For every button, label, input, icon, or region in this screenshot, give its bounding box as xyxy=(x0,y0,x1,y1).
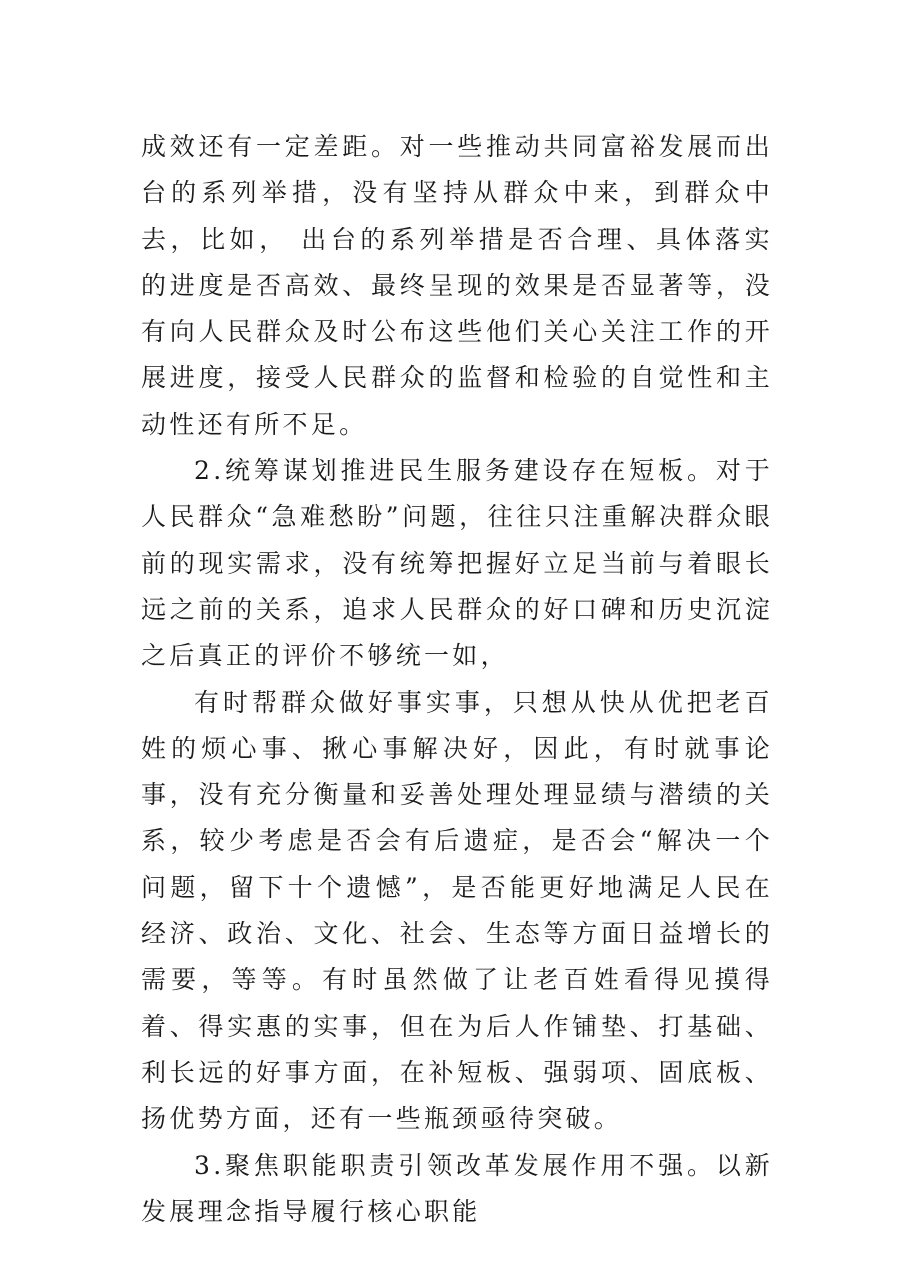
paragraph-4: 3.聚焦职能职责引领改革发展作用不强。以新发展理念指导履行核心职能 xyxy=(141,1150,773,1226)
paragraph-1: 成效还有一定差距。对一些推动共同富裕发展而出台的系列举措，没有坚持从群众中来，到群众中去，比如， 出台的系列举措是否合理、具体落实的进度是否高效、最终呈现的效果是否显著等，没有向人民群众及时公布这些他们关心关注工作的开展进度，接受人民群众的监督和检验的自觉性和主动性还有所不足。 xyxy=(141,132,773,439)
paragraph-3: 有时帮群众做好事实事，只想从快从优把老百姓的烦心事、揪心事解决好，因此，有时就事论事，没有充分衡量和妥善处理处理显绩与潜绩的关系，较少考虑是否会有后遗症，是否会“解决一个问题，留下十个遗憾”，是否能更好地满足人民在经济、政治、文化、社会、生态等方面日益增长的需要，等等。有时虽然做了让老百姓看得见摸得着、得实惠的实事，但在为后人作铺垫、打基础、利长远的好事方面，在补短板、强弱项、固底板、扬优势方面，还有一些瓶颈亟待突破。 xyxy=(141,687,773,1134)
paragraph-2: 2.统筹谋划推进民生服务建设存在短板。对于人民群众“急难愁盼”问题，往往只注重解决群众眼前的现实需求，没有统筹把握好立足当前与着眼长远之前的关系，追求人民群众的好口碑和历史沉淀之后真正的评价不够统一如， xyxy=(141,456,773,671)
document-body xyxy=(141,124,773,1235)
